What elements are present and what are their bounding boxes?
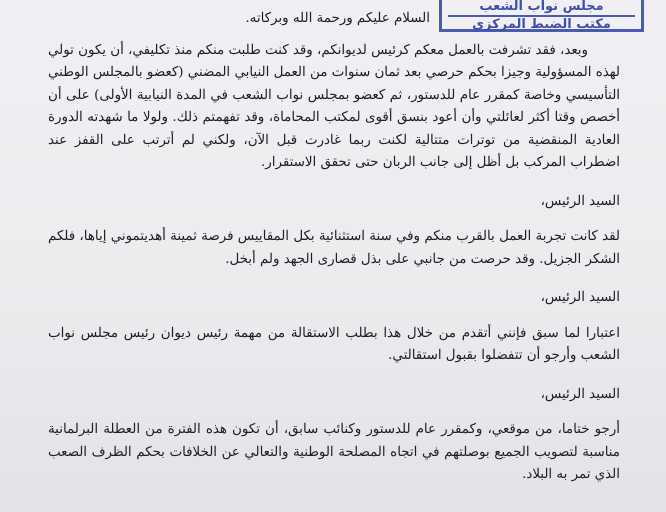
stamp-line-1: مجلس نواب الشعب: [479, 0, 604, 14]
paragraph-1: وبعد، فقد تشرفت بالعمل معكم كرئيس لديوانكم، وقد كنت طلبت منكم منذ تكليفي، أن يكون تولي لهذه المسؤولية وجيزا بحكم حرصي بعد ثمان سنوات من العمل النيابي المضني (كعضو بالمجلس الوطني التأسيسي وخاصة كمقرر عام للدستور، ثم كعضو بمجلس نواب الشعب في المدة النيابية الأولى) على أن أخصص وقتا أكثر لعائلتي وأن أعود بنسق أقوى لمكتب المحاماة، وقد تفهمتم ذلك. ولولا ما شهدته الدورة العادية المنقضية من توترات متتالية لكنت ربما غادرت قبل الآن، ولكني لم أترتب على القفز عند اضطراب المركب بل أظل إلى جانب الربان حتى تحقق الاستقرار.: [48, 42, 620, 170]
paragraph-4: أرجو ختاما، من موقعي، وكمقرر عام للدستور وكنائب سابق، أن تكون هذه الفترة من العطلة البرلمانية مناسبة لتصويب الجميع بوصلتهم في اتجاه المصلحة الوطنية والتعالي عن الخلافات بحكم الظرف الصعب الذي تمر به البلاد.: [48, 422, 620, 482]
letter-greeting: السلام عليكم ورحمة الله وبركاته.: [245, 11, 430, 26]
letter-body: [48, 8, 620, 487]
salutation-3: السيد الرئيس،: [540, 386, 620, 402]
salutation-1: السيد الرئيس،: [540, 193, 620, 209]
paragraph-3: اعتبارا لما سبق فإنني أتقدم من خلال هذا بطلب الاستقالة من مهمة رئيس ديوان رئيس مجلس نواب الشعب وأرجو أن تتفضلوا بقبول استقالتي.: [48, 325, 620, 363]
salutation-2: السيد الرئيس،: [540, 290, 620, 305]
stamp-line-2: مكتب الضبط المركزي: [448, 15, 635, 32]
paragraph-2: لقد كانت تجربة العمل بالقرب منكم وفي سنة استثنائية بكل المقاييس فرصة ثمينة أهديتموني إياها، فلكم الشكر الجزيل. وقد حرصت من جانبي على بذل قصارى الجهد ولم أبخل.: [48, 229, 620, 267]
